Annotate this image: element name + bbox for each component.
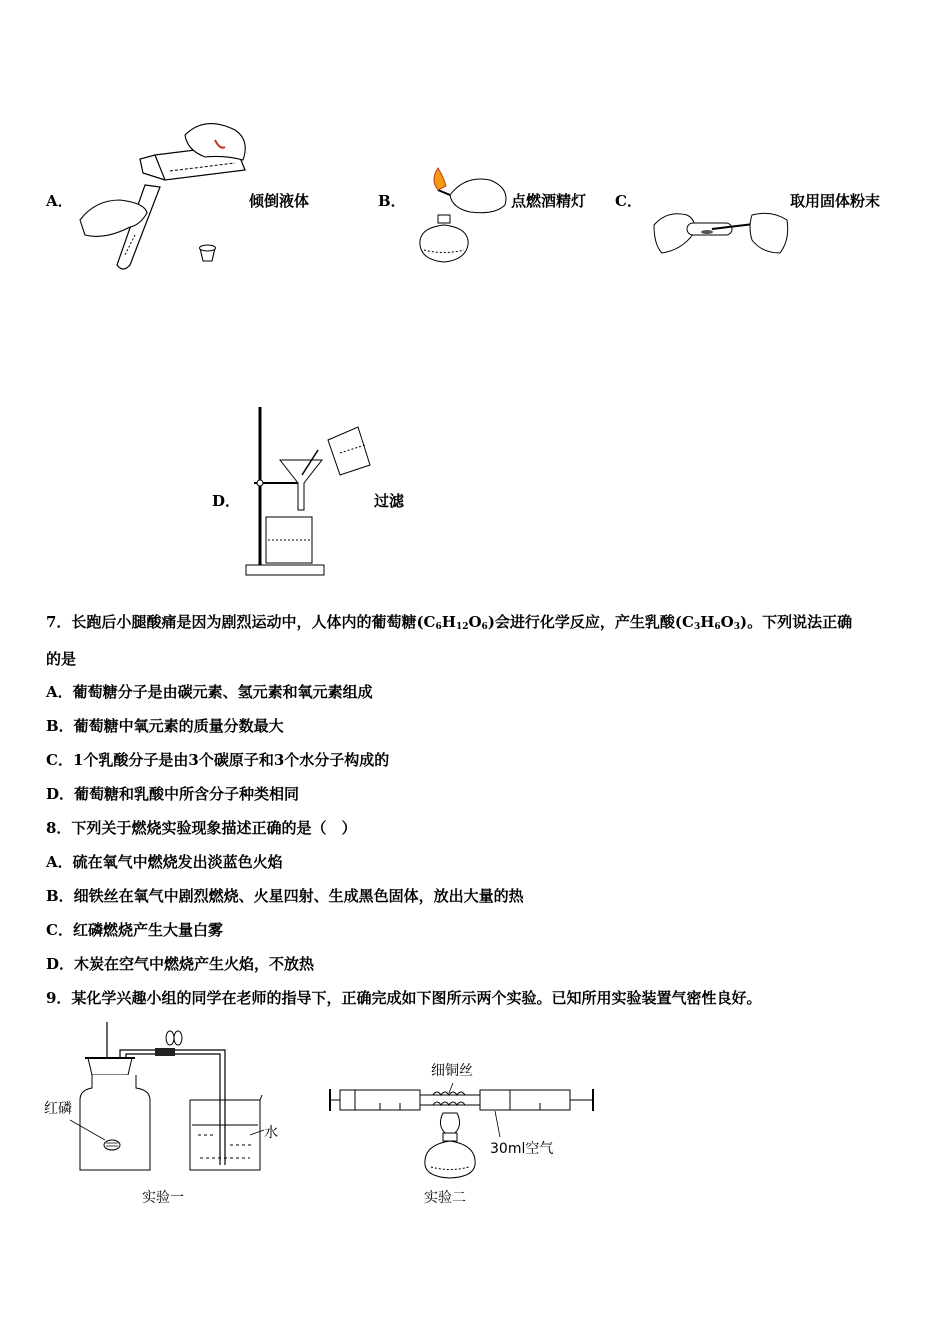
- lighting-alcohol-lamp-illustration: [410, 160, 510, 270]
- filtration-illustration: [240, 405, 375, 580]
- option-c-caption: 取用固体粉末: [790, 192, 881, 210]
- option-a-letter: A．: [46, 192, 73, 210]
- option-b-caption: 点燃酒精灯: [511, 192, 587, 210]
- label-red-phosphorus: 红磷: [44, 1101, 72, 1117]
- q8-option-d[interactable]: D．木炭在空气中燃烧产生火焰，不放热: [46, 955, 315, 973]
- label-30ml-air: 30ml空气: [490, 1141, 554, 1157]
- q8-stem: 8．下列关于燃烧实验现象描述正确的是（ ）: [46, 819, 357, 837]
- q7-option-b[interactable]: B．葡萄糖中氧元素的质量分数最大: [46, 717, 284, 735]
- experiment-one-caption: 实验一: [142, 1190, 184, 1206]
- q7-stem-line2: 的是: [46, 650, 77, 668]
- q8-option-c[interactable]: C．红磷燃烧产生大量白雾: [46, 921, 223, 939]
- q7-stem: 7．长跑后小腿酸痛是因为剧烈运动中，人体内的葡萄糖$(C_6H_{12}O_6)$会进行化学反应，产生乳酸$(C_3H_6O_3)$。下列说法正确: [46, 613, 853, 632]
- q9-stem: 9．某化学兴趣小组的同学在老师的指导下，正确完成如下图所示两个实验。已知所用实验装置气密性良好。: [46, 989, 762, 1007]
- experiment-two-apparatus: [325, 1075, 600, 1180]
- pouring-liquid-illustration: [75, 115, 255, 275]
- option-a-caption: 倾倒液体: [249, 192, 310, 210]
- experiment-two-caption: 实验二: [424, 1190, 466, 1206]
- label-water: 水: [264, 1125, 278, 1141]
- label-copper-wire: 细铜丝: [431, 1063, 473, 1079]
- experiment-one-apparatus: [40, 1020, 290, 1175]
- taking-solid-powder-illustration: [652, 205, 792, 260]
- q7-option-a[interactable]: A．葡萄糖分子是由碳元素、氢元素和氧元素组成: [46, 683, 373, 701]
- option-b-letter: B．: [378, 192, 406, 210]
- option-c-letter: C．: [615, 192, 642, 210]
- q8-option-b[interactable]: B．细铁丝在氧气中剧烈燃烧、火星四射、生成黑色固体，放出大量的热: [46, 887, 524, 905]
- option-d-caption: 过滤: [374, 492, 405, 510]
- option-d-letter: D．: [212, 492, 241, 510]
- q7-option-d[interactable]: D．葡萄糖和乳酸中所含分子种类相同: [46, 785, 300, 803]
- q8-option-a[interactable]: A．硫在氧气中燃烧发出淡蓝色火焰: [46, 853, 283, 871]
- q7-option-c[interactable]: C．1个乳酸分子是由3个碳原子和3个水分子构成的: [46, 751, 390, 769]
